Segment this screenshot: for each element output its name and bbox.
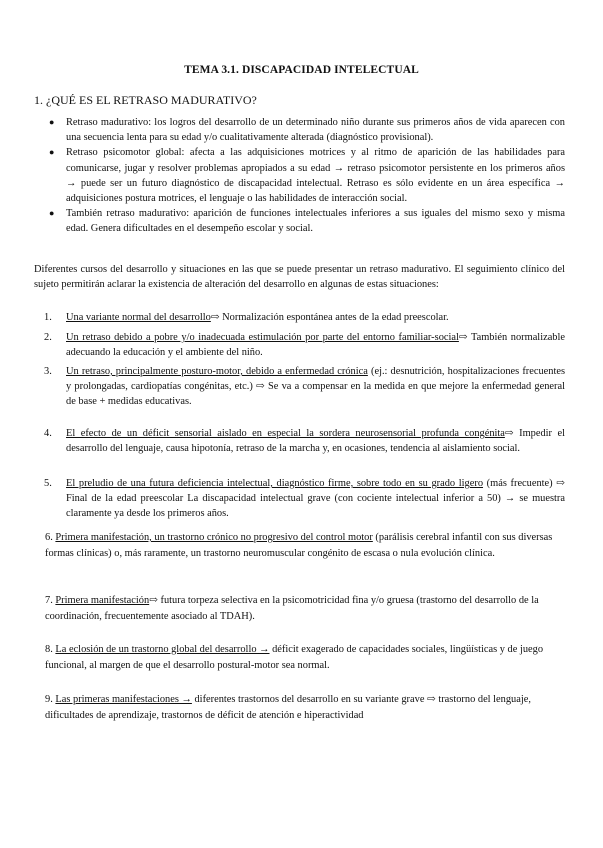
bullet-item [49,206,565,236]
item-number: 6. [45,532,53,543]
arrow-icon: ⇨ [149,595,158,606]
item-title: Primera manifestación, un trastorno crónico no progresivo del control motor [55,532,373,543]
arrow-icon: ⇨ [504,428,514,439]
item-text: También normalizable adecuando la educación y el ambiente del niño. [66,332,566,359]
bullet-icon: ● [49,208,55,219]
item-text: (más frecuente) ⇨ Final de la edad preescolar La discapacidad intelectual grave (con cociente intelectual inferior a 50) → se muestra claramente ya desde los primeros años. [66,478,565,520]
item-text: (parálisis cerebral infantil con sus diversas formas clínicas) o, más raramente, un trastorno neuromuscular congénito de escasa o nula evolución clínica. [45,532,553,559]
list-item [45,530,565,562]
item-title: Una variante normal del desarrollo [66,312,211,323]
list-item [45,692,565,724]
item-title: Primera manifestación [55,595,150,606]
item-number: 3. [44,366,52,377]
item-text: diferentes trastornos del desarrollo en su variante grave ⇨ trastorno del lenguaje, dificultades de aprendizaje, trastornos de déficit de atención e hiperactividad [45,694,531,721]
item-text: Normalización espontánea antes de la edad preescolar. [219,312,449,323]
item-text: futura torpeza selectiva en la psicomotricidad fina y/o gruesa (trastorno del desarrollo de la coordinación, frecuentemente asociado al TDAH). [45,595,539,622]
arrow-icon: ⇨ [210,312,220,323]
bullet-item [49,145,565,206]
item-text: Impedir el desarrollo del lenguaje, causa hipotonía, retraso de la marcha y, en ocasiones, tendencia al aislamiento social. [66,428,565,455]
bullet-text: También retraso madurativo: aparición de funciones intelectuales inferiores a sus iguales del mismo sexo y misma edad. Genera dificultades en el desempeño escolar y social. [66,208,565,235]
item-text: (ej.: desnutrición, hospitalizaciones frecuentes y prolongadas, cardiopatías congénitas, etc.) ⇨ Se va a compensar en la medida en que mejore la enfermedad general de base + medidas educativas. [66,366,566,408]
intro-paragraph: Diferentes cursos del desarrollo y situaciones en las que se puede presentar un retraso madurativo. El seguimiento clínico del sujeto permitirán aclarar la existencia de alteración del desarrollo en algunas de estas situaciones: [34,264,565,291]
section-heading: 1. ¿QUÉ ES EL RETRASO MADURATIVO? [34,93,257,107]
list-item [45,593,565,625]
item-number: 9. [45,694,53,705]
list-item [44,426,565,456]
item-title: El preludio de una futura deficiencia intelectual, diagnóstico firme, sobre todo en su grado ligero [66,478,484,489]
item-title: Un retraso, principalmente posturo-motor, debido a enfermedad crónica [66,366,368,377]
bullet-icon: ● [49,117,55,127]
item-number: 1. [44,312,52,323]
list-item [45,642,565,674]
item-title: Las primeras manifestaciones → [55,694,192,705]
bullet-text: Retraso psicomotor global: afecta a las adquisiciones motrices y al ritmo de aparición de las habilidades para comunicarse, jugar y resolver problemas apropiados a su edad → retraso psicomotor persistente en los primeros años → puede ser un futuro diagnóstico de discapacidad intelectual. Retraso es sólo evidente en un área específica → adquisiciones postura motrices, el lenguaje o las habilidades de interacción social. [66,147,565,205]
item-title: El efecto de un déficit sensorial aislado en especial la sordera neurosensorial profunda congénita [66,428,505,439]
item-title: La eclosión de un trastorno global del desarrollo → [55,644,270,655]
list-item [44,330,566,360]
list-item [44,476,565,522]
bullet-item [49,115,565,145]
item-number: 4. [44,428,52,439]
bullet-text: Retraso madurativo: los logros del desarrollo de un determinado niño durante sus primeros años de vida aparecen con una secuencia lenta para su edad y/o cualitativamente alterada (diagnóstico provisional). [66,117,565,144]
item-number: 8. [45,644,53,655]
item-number: 7. [45,595,53,606]
document-title: TEMA 3.1. DISCAPACIDAD INTELECTUAL [184,64,419,76]
item-number: 5. [44,478,52,489]
item-number: 2. [44,332,52,343]
arrow-icon: ⇨ [458,332,468,343]
item-text: déficit exagerado de capacidades sociales, lingüísticas y de juego funcional, al margen de que el desarrollo postural-motor sea normal. [45,644,544,671]
list-item [44,310,565,325]
item-title: Un retraso debido a pobre y/o inadecuada estimulación por parte del entorno familiar-social [66,332,459,343]
bullet-icon: ● [49,147,55,158]
list-item [44,364,566,410]
bullet-list [49,115,565,237]
